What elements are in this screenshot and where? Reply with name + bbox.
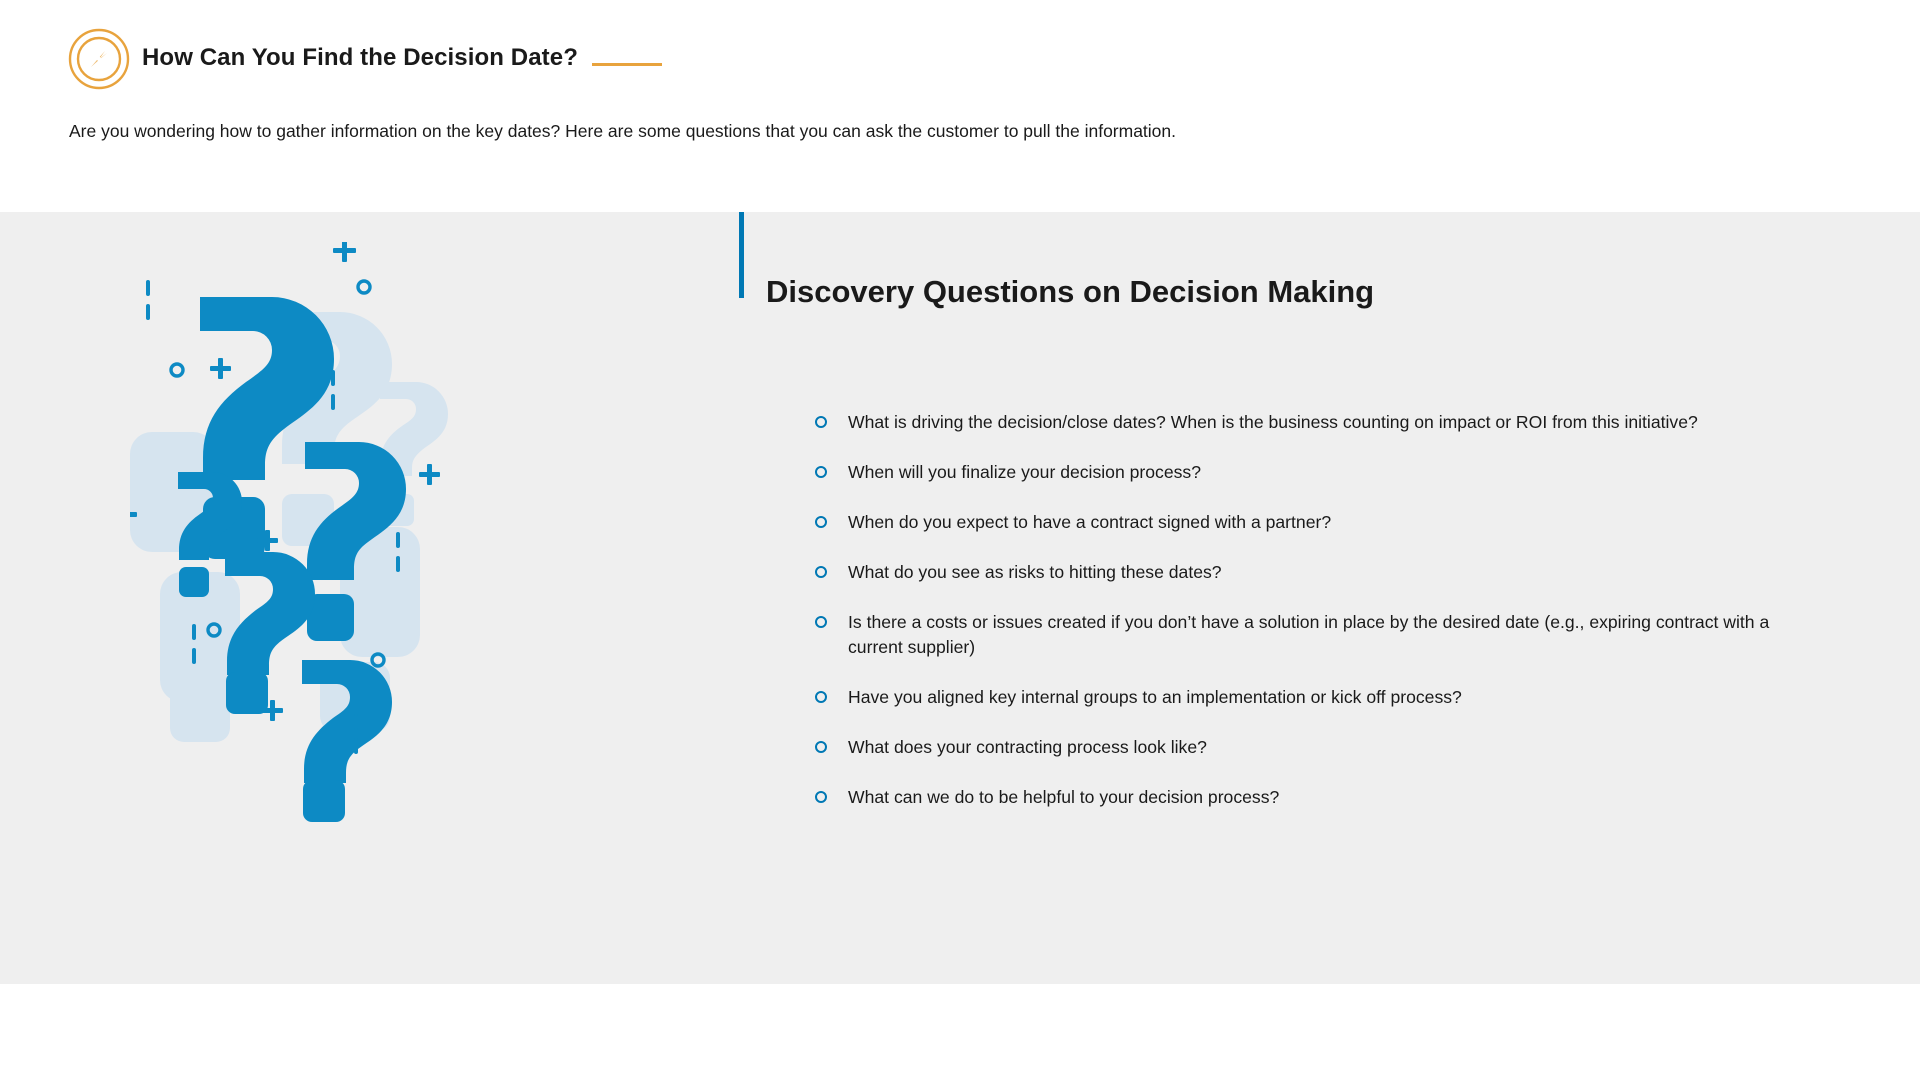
- bullet-circle-icon: [815, 416, 827, 428]
- list-item: [815, 460, 1775, 485]
- bullet-circle-icon: [815, 466, 827, 478]
- list-item: [815, 510, 1775, 535]
- list-item: [815, 735, 1775, 760]
- list-item: [815, 560, 1775, 585]
- list-item-text: What do you see as risks to hitting these dates?: [848, 561, 1222, 582]
- list-item-text: When do you expect to have a contract signed with a partner?: [848, 511, 1332, 532]
- list-item: [815, 610, 1775, 660]
- bullet-circle-icon: [815, 616, 827, 628]
- list-item-text: What is driving the decision/close dates? When is the business counting on impact or ROI from this initiative?: [848, 412, 1698, 432]
- content-panel: [0, 212, 1920, 984]
- page-title: How Can You Find the Decision Date?: [142, 44, 578, 71]
- bullet-circle-icon: [815, 691, 827, 703]
- list-item-text: Have you aligned key internal groups to an implementation or kick off process?: [848, 686, 1462, 707]
- list-item-text: What can we do to be helpful to your decision process?: [848, 786, 1280, 807]
- discovery-question-list: [815, 410, 1775, 835]
- section-title: Discovery Questions on Decision Making: [766, 274, 1375, 309]
- bullet-circle-icon: [815, 741, 827, 753]
- list-item-text: What does your contracting process look like?: [848, 736, 1207, 757]
- compass-icon: [68, 28, 130, 90]
- title-divider: [592, 63, 662, 66]
- bullet-circle-icon: [815, 791, 827, 803]
- list-item-text: When will you finalize your decision process?: [848, 461, 1202, 482]
- question-marks-illustration: [130, 242, 570, 962]
- list-item: [815, 410, 1775, 435]
- bullet-circle-icon: [815, 516, 827, 528]
- header-subtitle: Are you wondering how to gather information on the key dates? Here are some questions that you can ask the customer to pull the information.: [69, 121, 1177, 141]
- list-item-text: Is there a costs or issues created if you don’t have a solution in place by the desired date (e.g., expiring contract with a current supplier): [848, 611, 1770, 657]
- section-accent-bar: [739, 212, 744, 298]
- list-item: [815, 685, 1775, 710]
- bullet-circle-icon: [815, 566, 827, 578]
- list-item: [815, 785, 1775, 810]
- header: [0, 0, 1920, 212]
